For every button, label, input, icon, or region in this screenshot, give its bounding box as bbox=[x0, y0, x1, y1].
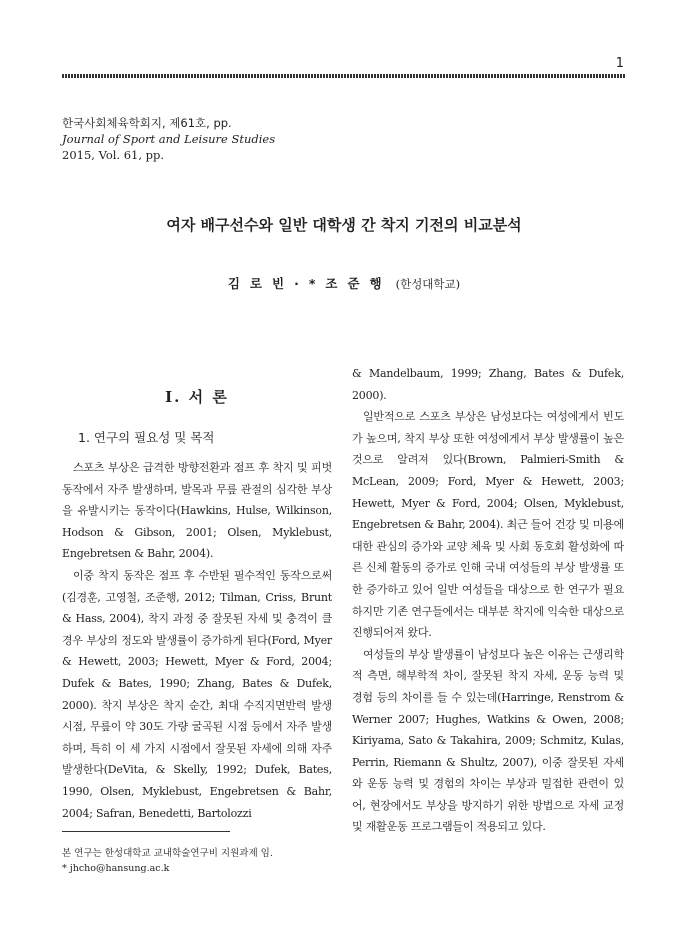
header-rule bbox=[62, 74, 625, 78]
page-number: 1 bbox=[615, 56, 624, 71]
right-column bbox=[352, 363, 624, 838]
paragraph: 일반적으로 스포츠 부상은 남성보다는 여성에게서 빈도가 높으며, 착지 부상 또한 여성에게서 부상 발생률이 높은 것으로 알려져 있다(Brown, Palmieri-Smith & McLean, 2009; Ford, Myer & Hewett, 2003; Hewett, Myer & Ford, 2004; Olsen, Myklebust, Engebretsen & Bahr, 2004). 최근 들어 건강 및 미용에 대한 관심의 증가와 교양 체육 및 사회 동호회 활성화에 따른 신체 활동의 증가로 인해 국내 여성들의 부상 발생률 또한 증가하고 있어 일반 여성들을 대상으로 한 연구가 필요하지만 기존 연구들에서는 대부분 착지에 익숙한 대상으로 진행되어져 왔다. bbox=[352, 410, 625, 640]
author-affiliation: (한성대학교) bbox=[395, 277, 461, 291]
sub-heading: 1. 연구의 필요성 및 목적 bbox=[78, 430, 215, 445]
paragraph: & Mandelbaum, 1999; Zhang, Bates & Dufek, 2000). bbox=[352, 367, 624, 402]
paragraph: 이중 착지 동작은 점프 후 수반된 필수적인 동작으로써(김경훈, 고영철, 조준행, 2012; Tilman, Criss, Brunt & Hass, 2004), 착지 과정 중 잘못된 자세 및 충격이 클 경우 부상의 정도와 발생률이 증가하게 된다(Ford, Myer & Hewett, 2003; Hewett, Myer & Ford, 2004; Dufek & Bates, 1990; Zhang, Bates & Dufek, 2000). 착지 부상은 착지 순간, 최대 수직지면반력 발생 시점, 무릎이 약 30도 가량 굴곡된 시점 등에서 자주 발생하며, 특히 이 세 가지 시점에서 잘못된 자세에 의해 자주 발생한다(DeVita, & Skelly, 1992; Dufek, Bates, 1990, Olsen, Myklebust, Engebretsen & Bahr, 2004; Safran, Benedetti, Bartolozzi bbox=[62, 568, 332, 820]
footnote-email: * jhcho@hansung.ac.k bbox=[62, 863, 170, 874]
footnotes bbox=[62, 846, 273, 876]
journal-issue: 2015, Vol. 61, pp. bbox=[62, 148, 165, 162]
author-names: 김로빈·*조준행 bbox=[227, 276, 392, 291]
authors bbox=[0, 274, 688, 292]
journal-info bbox=[62, 115, 275, 163]
paper-title: 여자 배구선수와 일반 대학생 간 착지 기전의 비교분석 bbox=[166, 216, 522, 234]
footnote-funding: 본 연구는 한성대학교 교내학술연구비 지원과제 임. bbox=[62, 848, 273, 859]
footnote-rule bbox=[62, 831, 230, 832]
journal-name-korean: 한국사회체육학회지, 제61호, pp. bbox=[62, 116, 232, 130]
left-column bbox=[62, 457, 332, 824]
paragraph: 스포츠 부상은 급격한 방향전환과 점프 후 착지 및 피벗 동작에서 자주 발생하며, 발목과 무릎 관절의 심각한 부상을 유발시키는 동작이다(Hawkins, Hulse, Wilkinson, Hodson & Gibson, 2001; Olsen, Myklebust, Engebretsen & Bahr, 2004). bbox=[62, 461, 332, 561]
journal-name-english: Journal of Sport and Leisure Studies bbox=[62, 132, 276, 146]
section-heading: Ⅰ. 서 론 bbox=[165, 388, 229, 406]
paragraph: 여성들의 부상 발생률이 남성보다 높은 이유는 근생리학적 측면, 해부학적 차이, 잘못된 착지 자세, 운동 능력 및 경험 등의 차이를 들 수 있는데(Harringe, Renstrom & Werner 2007; Hughes, Watkins & Owen, 2008; Kiriyama, Sato & Takahira, 2009; Schmitz, Kulas, Perrin, Riemann & Shultz, 2007), 이중 잘못된 자세와 운동 능력 및 경험의 차이는 부상과 밀접한 관련이 있어, 현장에서도 부상을 방지하기 위한 방법으로 자세 교정 및 재활운동 프로그램들이 적용되고 있다. bbox=[352, 647, 624, 834]
